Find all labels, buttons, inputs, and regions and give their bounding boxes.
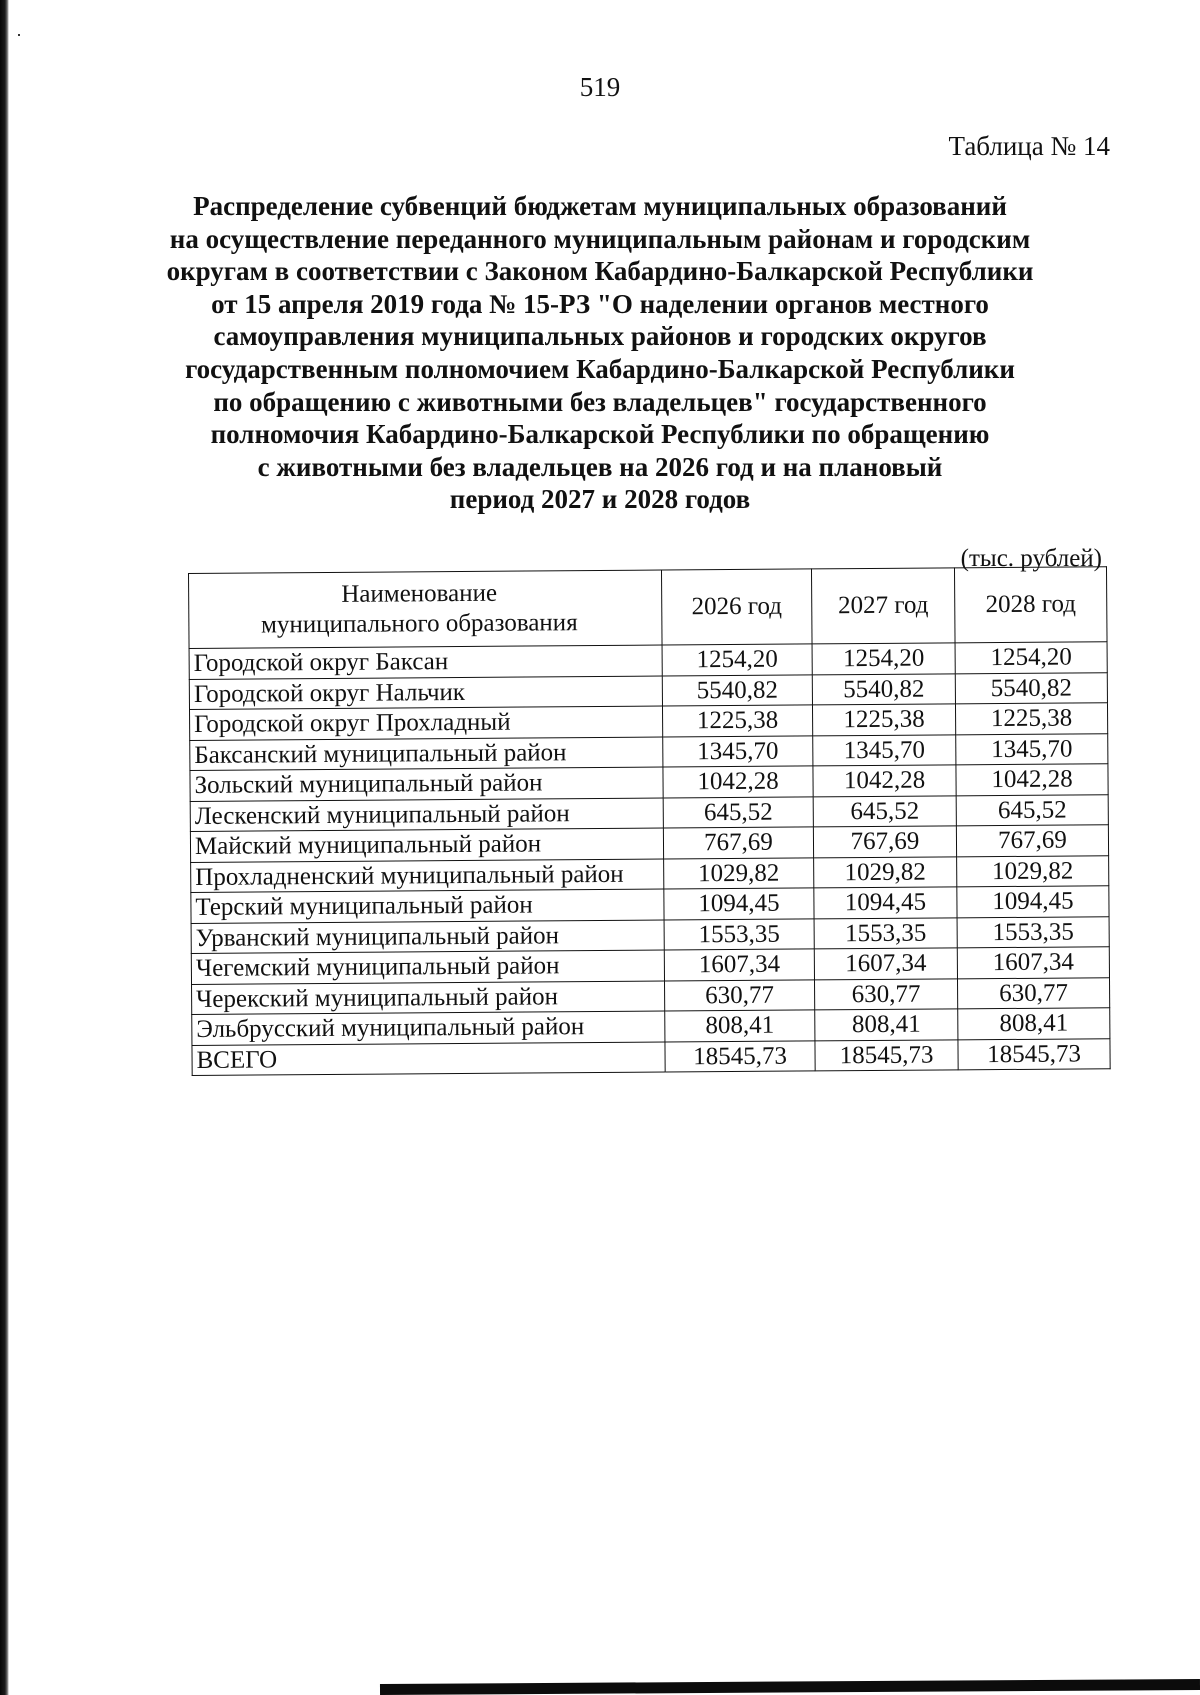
title-line: округам в соответствии с Законом Кабардино-Балкарской Республики — [166, 256, 1034, 287]
column-header-name-line2: муниципального образования — [261, 609, 578, 639]
value-2027-cell: 1345,70 — [813, 734, 956, 766]
value-2028-cell: 1607,34 — [957, 947, 1109, 979]
value-2027-cell: 645,52 — [813, 795, 956, 827]
value-2026-cell: 808,41 — [665, 1010, 815, 1042]
page-number: 519 — [579, 72, 621, 102]
value-2027-cell: 18545,73 — [815, 1039, 958, 1071]
title-line: самоуправления муниципальных районов и городских округов — [213, 321, 987, 352]
value-2026-cell: 767,69 — [663, 827, 813, 859]
title-line: государственным полномочием Кабардино-Балкарской Республики — [185, 353, 1015, 384]
units-label: (тыс. рублей) — [960, 545, 1102, 572]
scan-speck — [18, 34, 20, 36]
title-line: на осуществление переданного муниципальным районам и городским — [169, 223, 1031, 254]
municipality-name-cell: Урванский муниципальный район — [191, 920, 664, 954]
column-header-2028: 2028 год — [954, 567, 1107, 643]
value-2027-cell: 1042,28 — [813, 765, 956, 797]
value-2028-cell: 630,77 — [957, 977, 1109, 1009]
value-2027-cell: 630,77 — [814, 978, 957, 1010]
column-header-2026: 2026 год — [661, 569, 812, 645]
column-header-2027: 2027 год — [811, 568, 955, 644]
municipality-name-cell: Городской округ Баксан — [189, 645, 662, 679]
municipality-name-cell: Майский муниципальный район — [190, 828, 663, 862]
column-header-name — [189, 570, 663, 648]
subvention-table — [188, 566, 1111, 1076]
value-2026-cell: 1254,20 — [662, 644, 812, 676]
municipality-name-cell: Терский муниципальный район — [191, 889, 664, 923]
value-2027-cell: 767,69 — [813, 826, 956, 858]
municipality-name-cell: Городской округ Нальчик — [189, 676, 662, 710]
title-line: по обращению с животными без владельцев" государственного — [213, 386, 987, 417]
value-2027-cell: 1225,38 — [812, 704, 955, 736]
value-2027-cell: 1553,35 — [814, 917, 957, 949]
value-2026-cell: 630,77 — [665, 979, 815, 1011]
municipality-name-cell: Прохладненский муниципальный район — [191, 859, 664, 893]
value-2028-cell: 1553,35 — [957, 916, 1109, 948]
value-2027-cell: 5540,82 — [812, 673, 955, 705]
title-line: Распределение субвенций бюджетам муниципальных образований — [193, 191, 1007, 221]
table-number: Таблица № 14 — [948, 131, 1110, 161]
value-2028-cell: 18545,73 — [958, 1038, 1110, 1070]
table-header-row — [189, 567, 1108, 649]
value-2026-cell: 1094,45 — [664, 888, 814, 920]
municipality-name-cell: Эльбрусский муниципальный район — [192, 1011, 665, 1045]
value-2026-cell: 1607,34 — [664, 949, 814, 981]
value-2027-cell: 1607,34 — [814, 948, 957, 980]
value-2028-cell: 1345,70 — [956, 733, 1108, 765]
title-line: с животными без владельцев на 2026 год и на плановый — [257, 451, 943, 482]
title-line: полномочия Кабардино-Балкарской Республики по обращению — [210, 419, 990, 450]
municipality-name-cell: Чегемский муниципальный район — [191, 950, 664, 984]
municipality-name-cell: ВСЕГО — [192, 1042, 665, 1076]
municipality-name-cell: Городской округ Прохладный — [190, 706, 663, 740]
value-2026-cell: 18545,73 — [665, 1040, 815, 1072]
municipality-name-cell: Черекский муниципальный район — [192, 981, 665, 1015]
value-2028-cell: 1042,28 — [956, 764, 1108, 796]
value-2028-cell: 1029,82 — [957, 855, 1109, 887]
value-2028-cell: 808,41 — [958, 1008, 1110, 1040]
column-header-name-line1: Наименование — [341, 579, 498, 608]
value-2026-cell: 645,52 — [663, 796, 813, 828]
value-2028-cell: 1225,38 — [955, 703, 1107, 735]
value-2027-cell: 1029,82 — [814, 856, 957, 888]
value-2026-cell: 1029,82 — [664, 857, 814, 889]
value-2028-cell: 645,52 — [956, 794, 1108, 826]
value-2028-cell: 1254,20 — [955, 642, 1107, 674]
value-2028-cell: 5540,82 — [955, 672, 1107, 704]
value-2028-cell: 1094,45 — [957, 886, 1109, 918]
table-total-row — [192, 1038, 1110, 1075]
value-2027-cell: 808,41 — [815, 1009, 958, 1041]
value-2027-cell: 1094,45 — [814, 887, 957, 919]
value-2026-cell: 1553,35 — [664, 918, 814, 950]
value-2028-cell: 767,69 — [956, 825, 1108, 857]
title-line: период 2027 и 2028 годов — [449, 484, 751, 515]
title-line: от 15 апреля 2019 года № 15-РЗ "О наделении органов местного — [211, 288, 989, 319]
value-2026-cell: 1042,28 — [663, 766, 813, 798]
scan-shadow-bottom — [380, 1679, 1200, 1695]
municipality-name-cell: Баксанский муниципальный район — [190, 737, 663, 771]
municipality-name-cell: Лескенский муниципальный район — [190, 798, 663, 832]
document-title — [150, 190, 1050, 516]
municipality-name-cell: Зольский муниципальный район — [190, 767, 663, 801]
value-2026-cell: 5540,82 — [662, 674, 812, 706]
value-2026-cell: 1345,70 — [663, 735, 813, 767]
value-2027-cell: 1254,20 — [812, 643, 955, 675]
value-2026-cell: 1225,38 — [662, 705, 812, 737]
scan-shadow-left — [0, 0, 9, 1695]
